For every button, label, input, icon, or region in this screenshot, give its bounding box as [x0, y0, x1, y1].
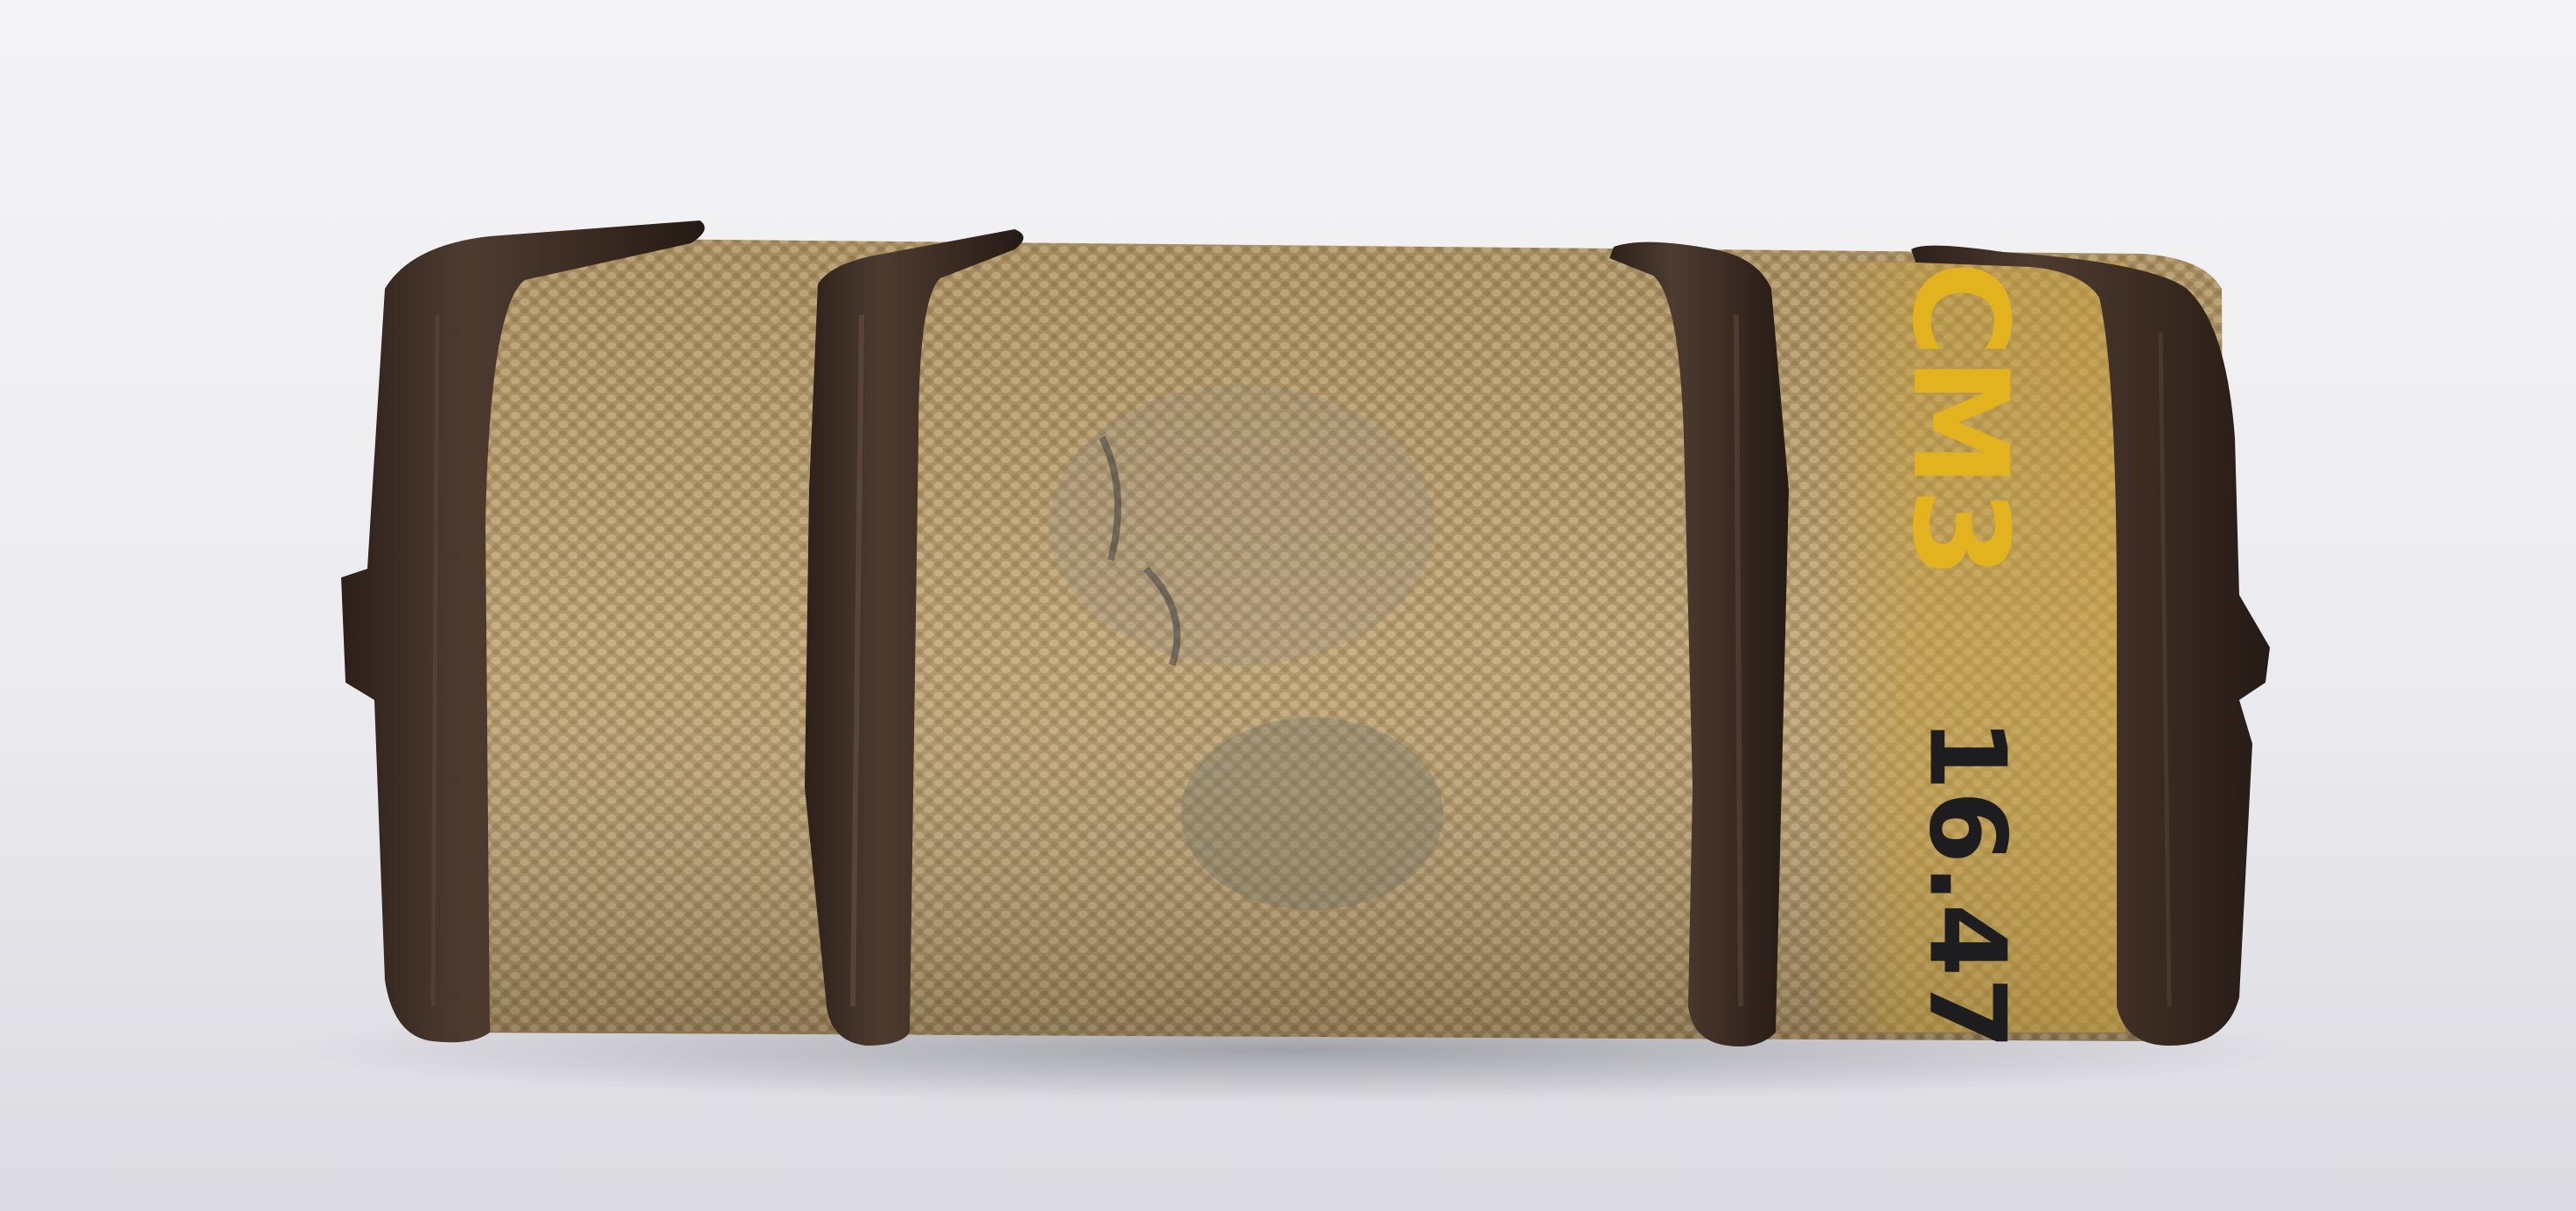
ink-number: 16.47	[1905, 718, 2028, 1050]
yellow-paint-mark: CM3	[1882, 261, 2035, 579]
